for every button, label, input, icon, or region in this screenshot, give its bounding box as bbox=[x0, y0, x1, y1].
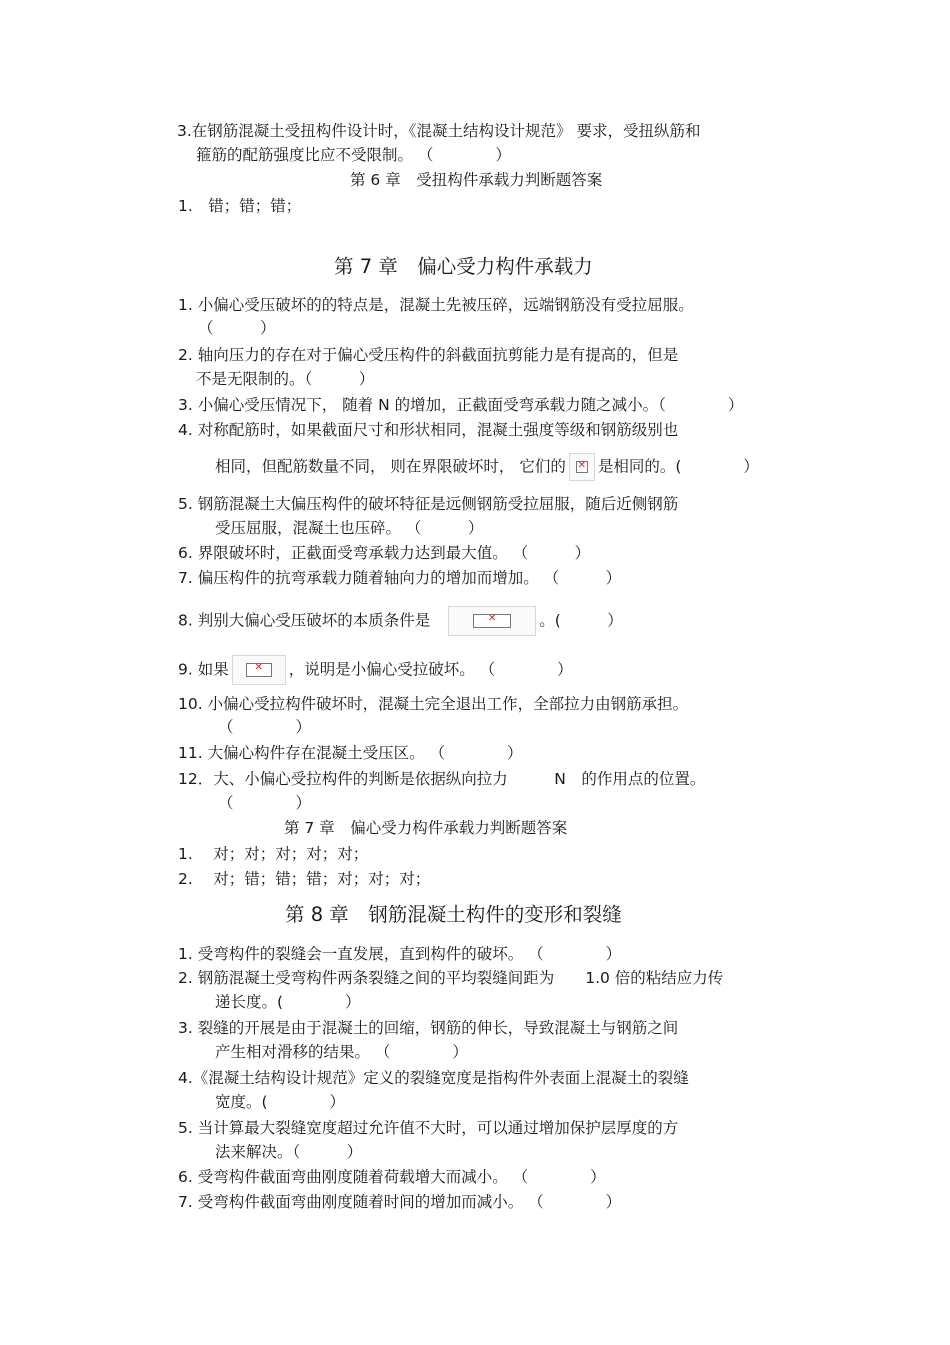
ch8-question-4-line-1: 4.《混凝土结构设计规范》定义的裂缝宽度是指构件外表面上混凝土的裂缝 bbox=[178, 1069, 689, 1087]
ch7-question-12-line-2: （ ） bbox=[218, 794, 312, 812]
missing-formula-image-icon bbox=[232, 655, 286, 685]
ch8-question-5-line-1: 5. 当计算最大裂缝宽度超过允许值不大时，可以通过增加保护层厚度的方 bbox=[178, 1119, 679, 1137]
missing-formula-image-icon bbox=[448, 606, 536, 636]
ch8-title: 第 8 章 钢筋混凝土构件的变形和裂缝 bbox=[285, 903, 622, 926]
ch7-question-2-line-2: 不是无限制的。（ ） bbox=[196, 370, 375, 388]
ch8-question-2-line-1: 2. 钢筋混凝土受弯构件两条裂缝之间的平均裂缝间距为 1.0 倍的粘结应力传 bbox=[178, 969, 724, 987]
ch7-question-9-text-a: 9. 如果 bbox=[178, 660, 229, 679]
ch7-question-4-line-1: 4. 对称配筋时，如果截面尺寸和形状相同，混凝土强度等级和钢筋级别也 bbox=[178, 421, 679, 439]
ch7-question-4-text-b: 是相同的。( ） bbox=[597, 457, 759, 476]
ch7-question-4-line-2 bbox=[215, 453, 759, 481]
ch8-question-7: 7. 受弯构件截面弯曲刚度随着时间的增加而减小。 （ ） bbox=[178, 1193, 622, 1211]
ch7-question-9-text-b: ，说明是小偏心受拉破坏。 （ ） bbox=[288, 660, 573, 679]
ch7-question-8 bbox=[178, 606, 623, 636]
ch7-question-2-line-1: 2. 轴向压力的存在对于偏心受压构件的斜截面抗剪能力是有提高的，但是 bbox=[178, 346, 679, 364]
ch7-question-10-line-1: 10. 小偏心受拉构件破坏时，混凝土完全退出工作，全部拉力由钢筋承担。 bbox=[178, 695, 689, 713]
ch7-question-6: 6. 界限破坏时，正截面受弯承载力达到最大值。 （ ） bbox=[178, 544, 591, 562]
ch7-question-12-line-1: 12．大、小偏心受拉构件的判断是依据纵向拉力 N 的作用点的位置。 bbox=[178, 770, 706, 788]
ch7-question-4-text-a: 相同，但配筋数量不同， 则在界限破坏时， 它们的 bbox=[215, 457, 566, 476]
ch7-question-8-text-b: 。( ） bbox=[539, 611, 623, 630]
ch8-question-3-line-1: 3. 裂缝的开展是由于混凝土的回缩，钢筋的伸长，导致混凝土与钢筋之间 bbox=[178, 1019, 679, 1037]
ch7-question-10-line-2: （ ） bbox=[218, 718, 312, 736]
ch8-question-2-line-2: 递长度。( ） bbox=[215, 993, 361, 1011]
ch7-title: 第 7 章 偏心受力构件承载力 bbox=[334, 255, 593, 278]
ch8-question-1: 1. 受弯构件的裂缝会一直发展，直到构件的破坏。 （ ） bbox=[178, 945, 622, 963]
ch6-question-3-line-2: 箍筋的配筋强度比应不受限制。 （ ） bbox=[196, 146, 511, 164]
ch6-answers-heading: 第 6 章 受扭构件承载力判断题答案 bbox=[350, 171, 603, 189]
ch8-question-4-line-2: 宽度。( ） bbox=[215, 1093, 346, 1111]
ch8-question-6: 6. 受弯构件截面弯曲刚度随着荷载增大而减小。 （ ） bbox=[178, 1168, 606, 1186]
ch7-question-1-line-1: 1. 小偏心受压破坏的的特点是，混凝土先被压碎，远端钢筋没有受拉屈服。 bbox=[178, 296, 694, 314]
ch7-question-8-text-a: 8. 判别大偏心受压破坏的本质条件是 bbox=[178, 611, 431, 630]
ch6-question-3-line-1: 3.在钢筋混凝土受扭构件设计时，《混凝土结构设计规范》 要求，受扭纵筋和 bbox=[177, 122, 701, 140]
ch7-answer-1: 1. 对；对；对；对；对； bbox=[178, 845, 369, 863]
ch7-answers-heading: 第 7 章 偏心受力构件承载力判断题答案 bbox=[284, 819, 568, 837]
ch7-question-11: 11. 大偏心构件存在混凝土受压区。 （ ） bbox=[178, 744, 523, 762]
ch6-answer-1: 1. 错；错；错； bbox=[178, 197, 302, 215]
ch7-question-3: 3. 小偏心受压情况下， 随着 N 的增加，正截面受弯承载力随之减小。（ ） bbox=[178, 396, 744, 414]
ch8-question-5-line-2: 法来解决。（ ） bbox=[215, 1143, 363, 1161]
ch8-question-3-line-2: 产生相对滑移的结果。 （ ） bbox=[215, 1043, 468, 1061]
ch7-answer-2: 2. 对；错；错；错；对；对；对； bbox=[178, 870, 431, 888]
ch7-question-9 bbox=[178, 655, 573, 685]
ch7-question-5-line-1: 5. 钢筋混凝土大偏压构件的破坏特征是远侧钢筋受拉屈服，随后近侧钢筋 bbox=[178, 495, 679, 513]
ch7-question-5-line-2: 受压屈服，混凝土也压碎。 （ ） bbox=[215, 519, 484, 537]
ch7-question-1-line-2: （ ） bbox=[198, 319, 276, 337]
missing-formula-image-icon bbox=[569, 453, 595, 481]
ch7-question-7: 7. 偏压构件的抗弯承载力随着轴向力的增加而增加。 （ ） bbox=[178, 569, 622, 587]
